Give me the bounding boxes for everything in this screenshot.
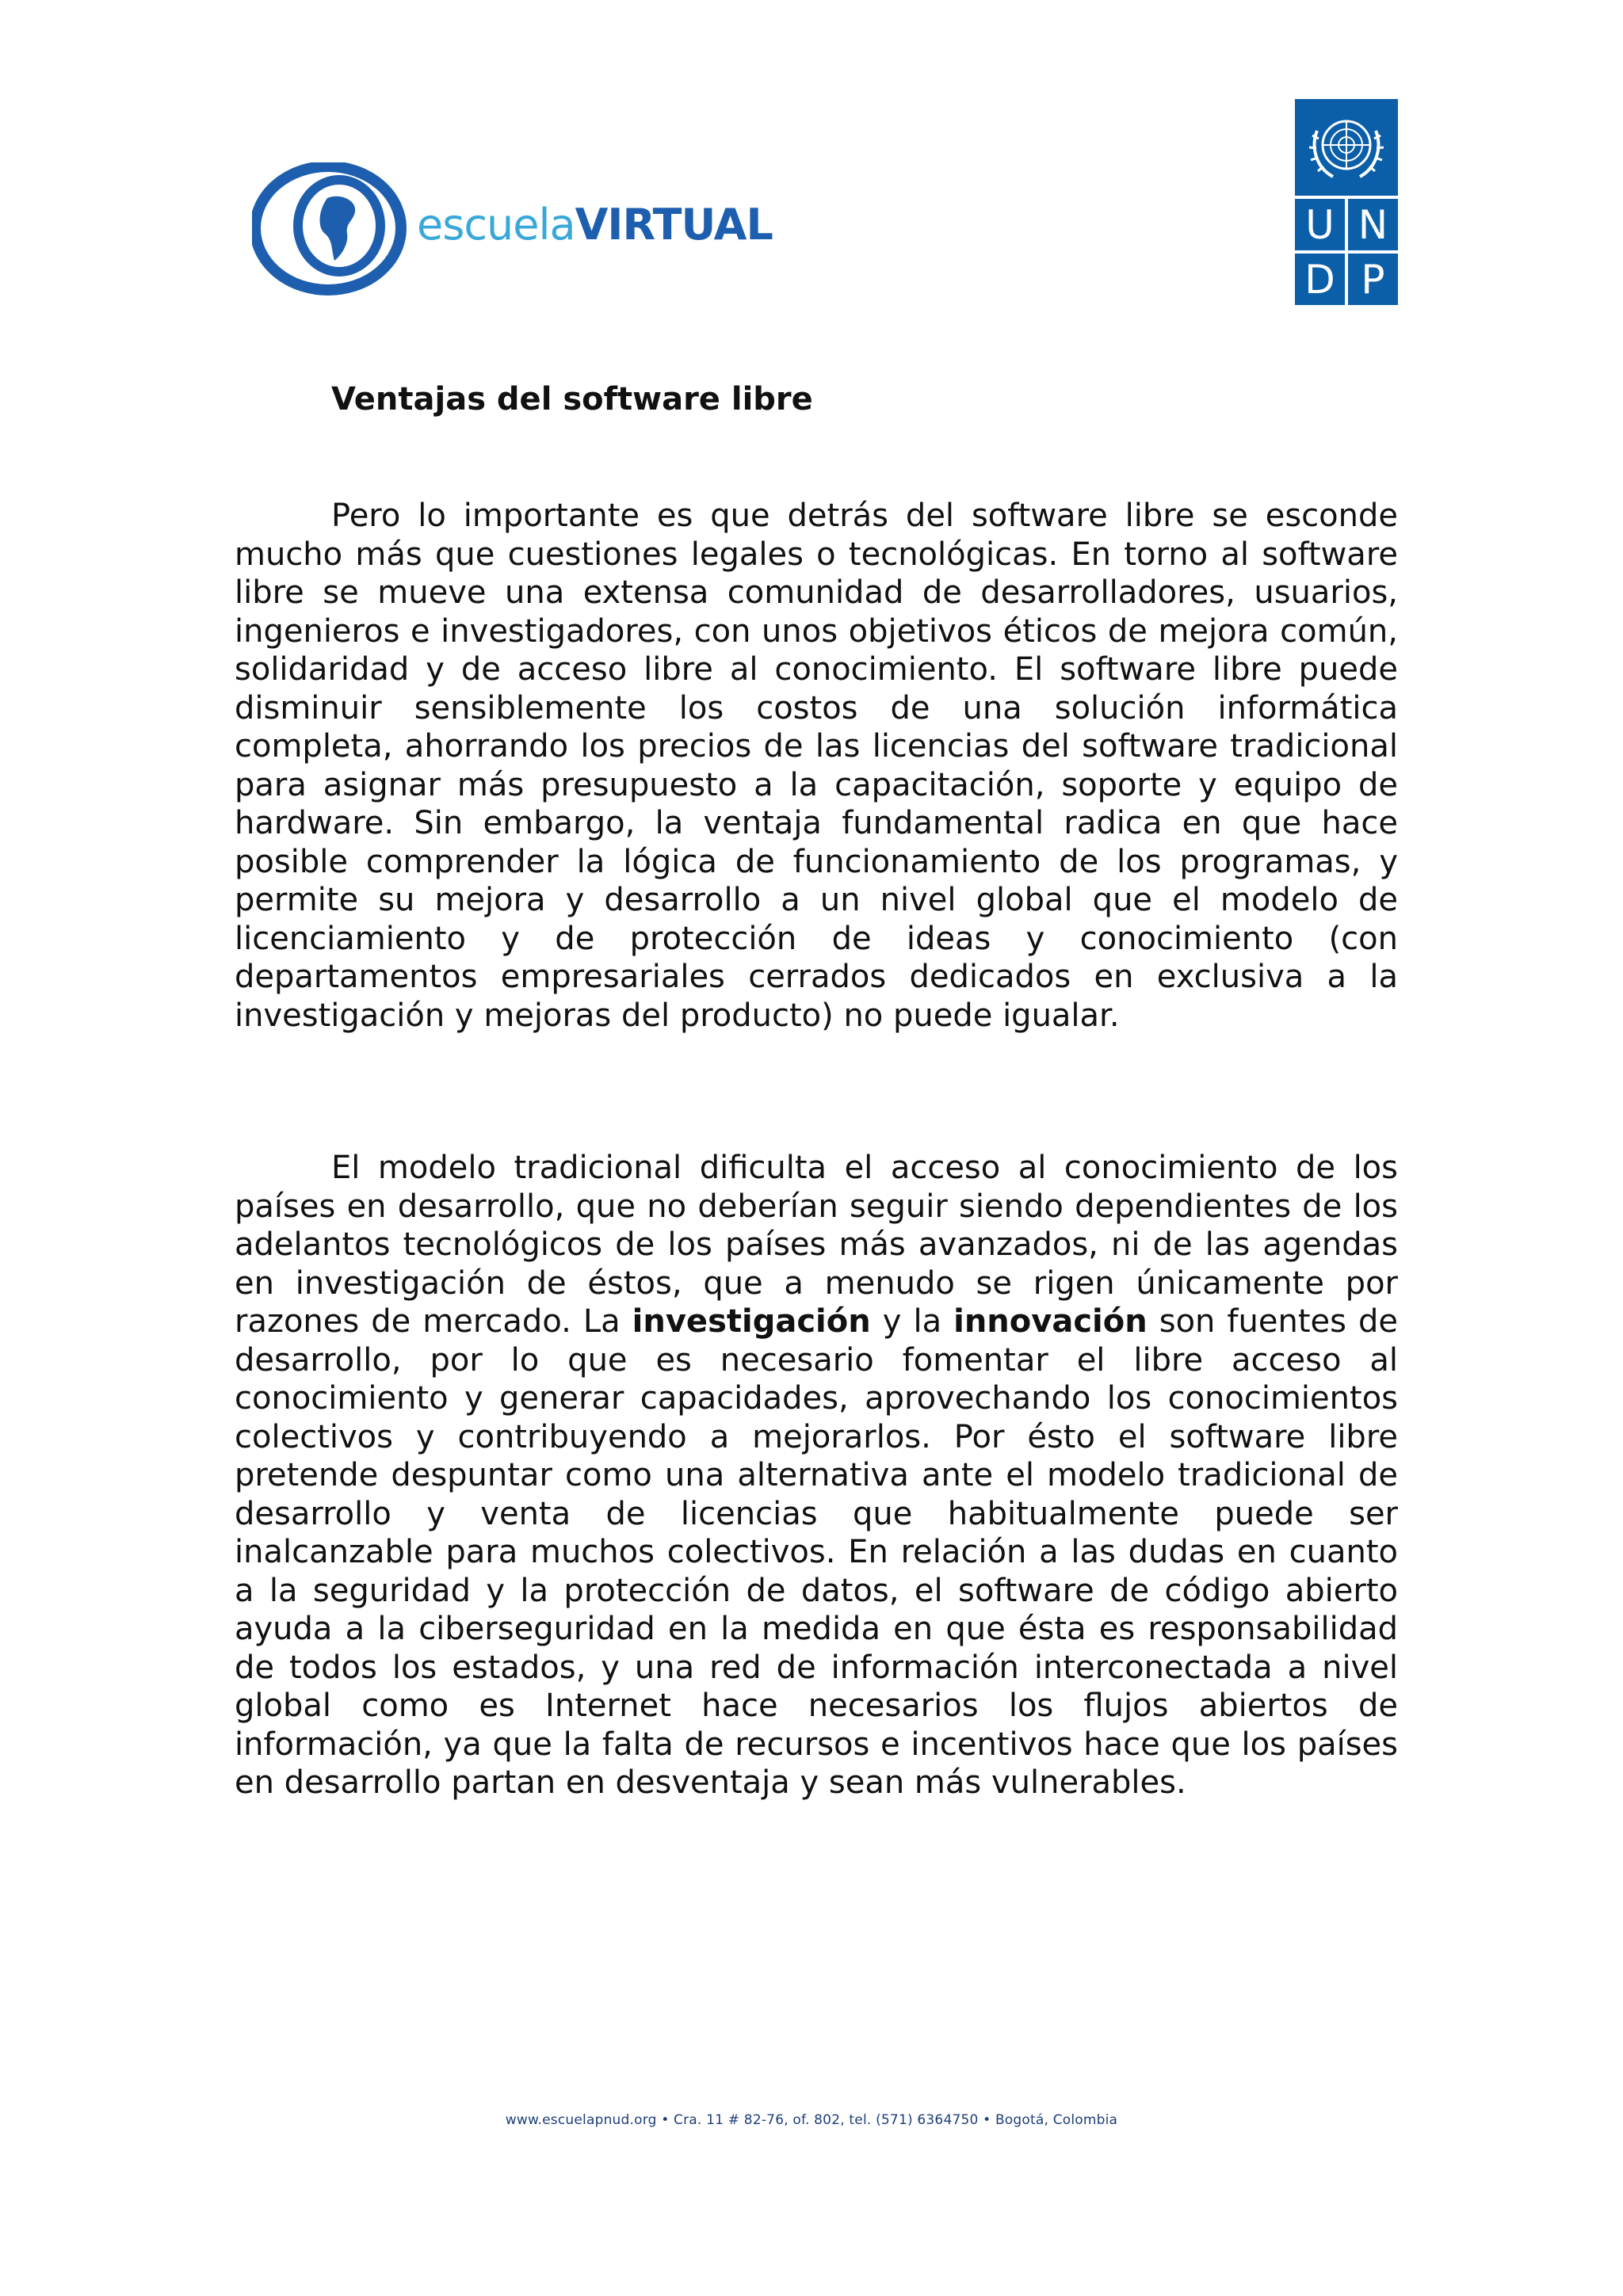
- wordmark-light: escuela: [417, 200, 575, 250]
- body-paragraph-1: Pero lo importante es que detrás del software libre se esconde mucho más que cuestiones legales o tecnológicas. En torno al software libre se mueve una extensa comunidad de desarrolladores, usuarios, ingenieros e investigadores, con unos objetivos éticos de mejora común, solidaridad y de acceso libre al conocimiento. El software libre puede disminuir sensiblemente los costos de una solución informática completa, ahorrando los precios de las licencias del software tradicional para asignar más presupuesto a la capacitación, soporte y equipo de hardware. Sin embargo, la ventaja fundamental radica en que hace posible comprender la lógica de funcionamiento de los programas, y permite su mejora y desarrollo a un nivel global que el modelo de licenciamiento y de protección de ideas y conocimiento (con departamentos empresariales cerrados dedicados en exclusiva a la investigación y mejoras del producto) no puede igualar.: [235, 498, 1398, 1034]
- undp-letter-p: P: [1361, 256, 1385, 303]
- escuela-virtual-wordmark: [417, 200, 773, 250]
- document-title: Ventajas del software libre: [331, 381, 813, 418]
- undp-letter-n: N: [1358, 201, 1388, 248]
- escuela-virtual-logo: [252, 162, 773, 297]
- paragraph-text: y la: [870, 1303, 954, 1340]
- undp-letter-u: U: [1305, 201, 1335, 248]
- bold-term-investigacion: investigación: [632, 1303, 871, 1340]
- globe-at-icon: [252, 162, 411, 297]
- paragraph-text: El modelo tradicional dificulta el acceso al conocimiento de los países en desarrollo, que no deberían seguir siendo dependientes de los adelantos tecnológicos de los países más avanzados, ni de las agendas en investigación de éstos, que a menudo se rigen únicamente por razones de mercado. La: [235, 1150, 1398, 1340]
- body-paragraph-2: [235, 1149, 1398, 1802]
- footer-contact: www.escuelapnud.org • Cra. 11 # 82-76, of. 802, tel. (571) 6364750 • Bogotá, Colombia: [505, 2112, 1118, 2128]
- undp-letters: [1295, 199, 1398, 305]
- undp-logo: [1295, 99, 1398, 305]
- un-emblem-icon: [1295, 99, 1398, 194]
- paragraph-text: son fuentes de desarrollo, por lo que es necesario fomentar el libre acceso al conocimiento y generar capacidades, aprovechando los conocimientos colectivos y contribuyendo a mejorarlos. Por ésto el software libre pretende despuntar como una alternativa ante el modelo tradicional de desarrollo y venta de licencias que habitualmente puede ser inalcanzable para muchos colectivos. En relación a las dudas en cuanto a la seguridad y la protección de datos, el software de código abierto ayuda a la ciberseguridad en la medida en que ésta es responsabilidad de todos los estados, y una red de información interconectada a nivel global como es Internet hace necesarios los flujos abiertos de información, ya que la falta de recursos e incentivos hace que los países en desarrollo partan en desventaja y sean más vulnerables.: [235, 1303, 1398, 1801]
- bold-term-innovacion: innovación: [953, 1303, 1148, 1340]
- wordmark-bold: VIRTUAL: [575, 200, 773, 250]
- undp-letter-d: D: [1304, 256, 1335, 303]
